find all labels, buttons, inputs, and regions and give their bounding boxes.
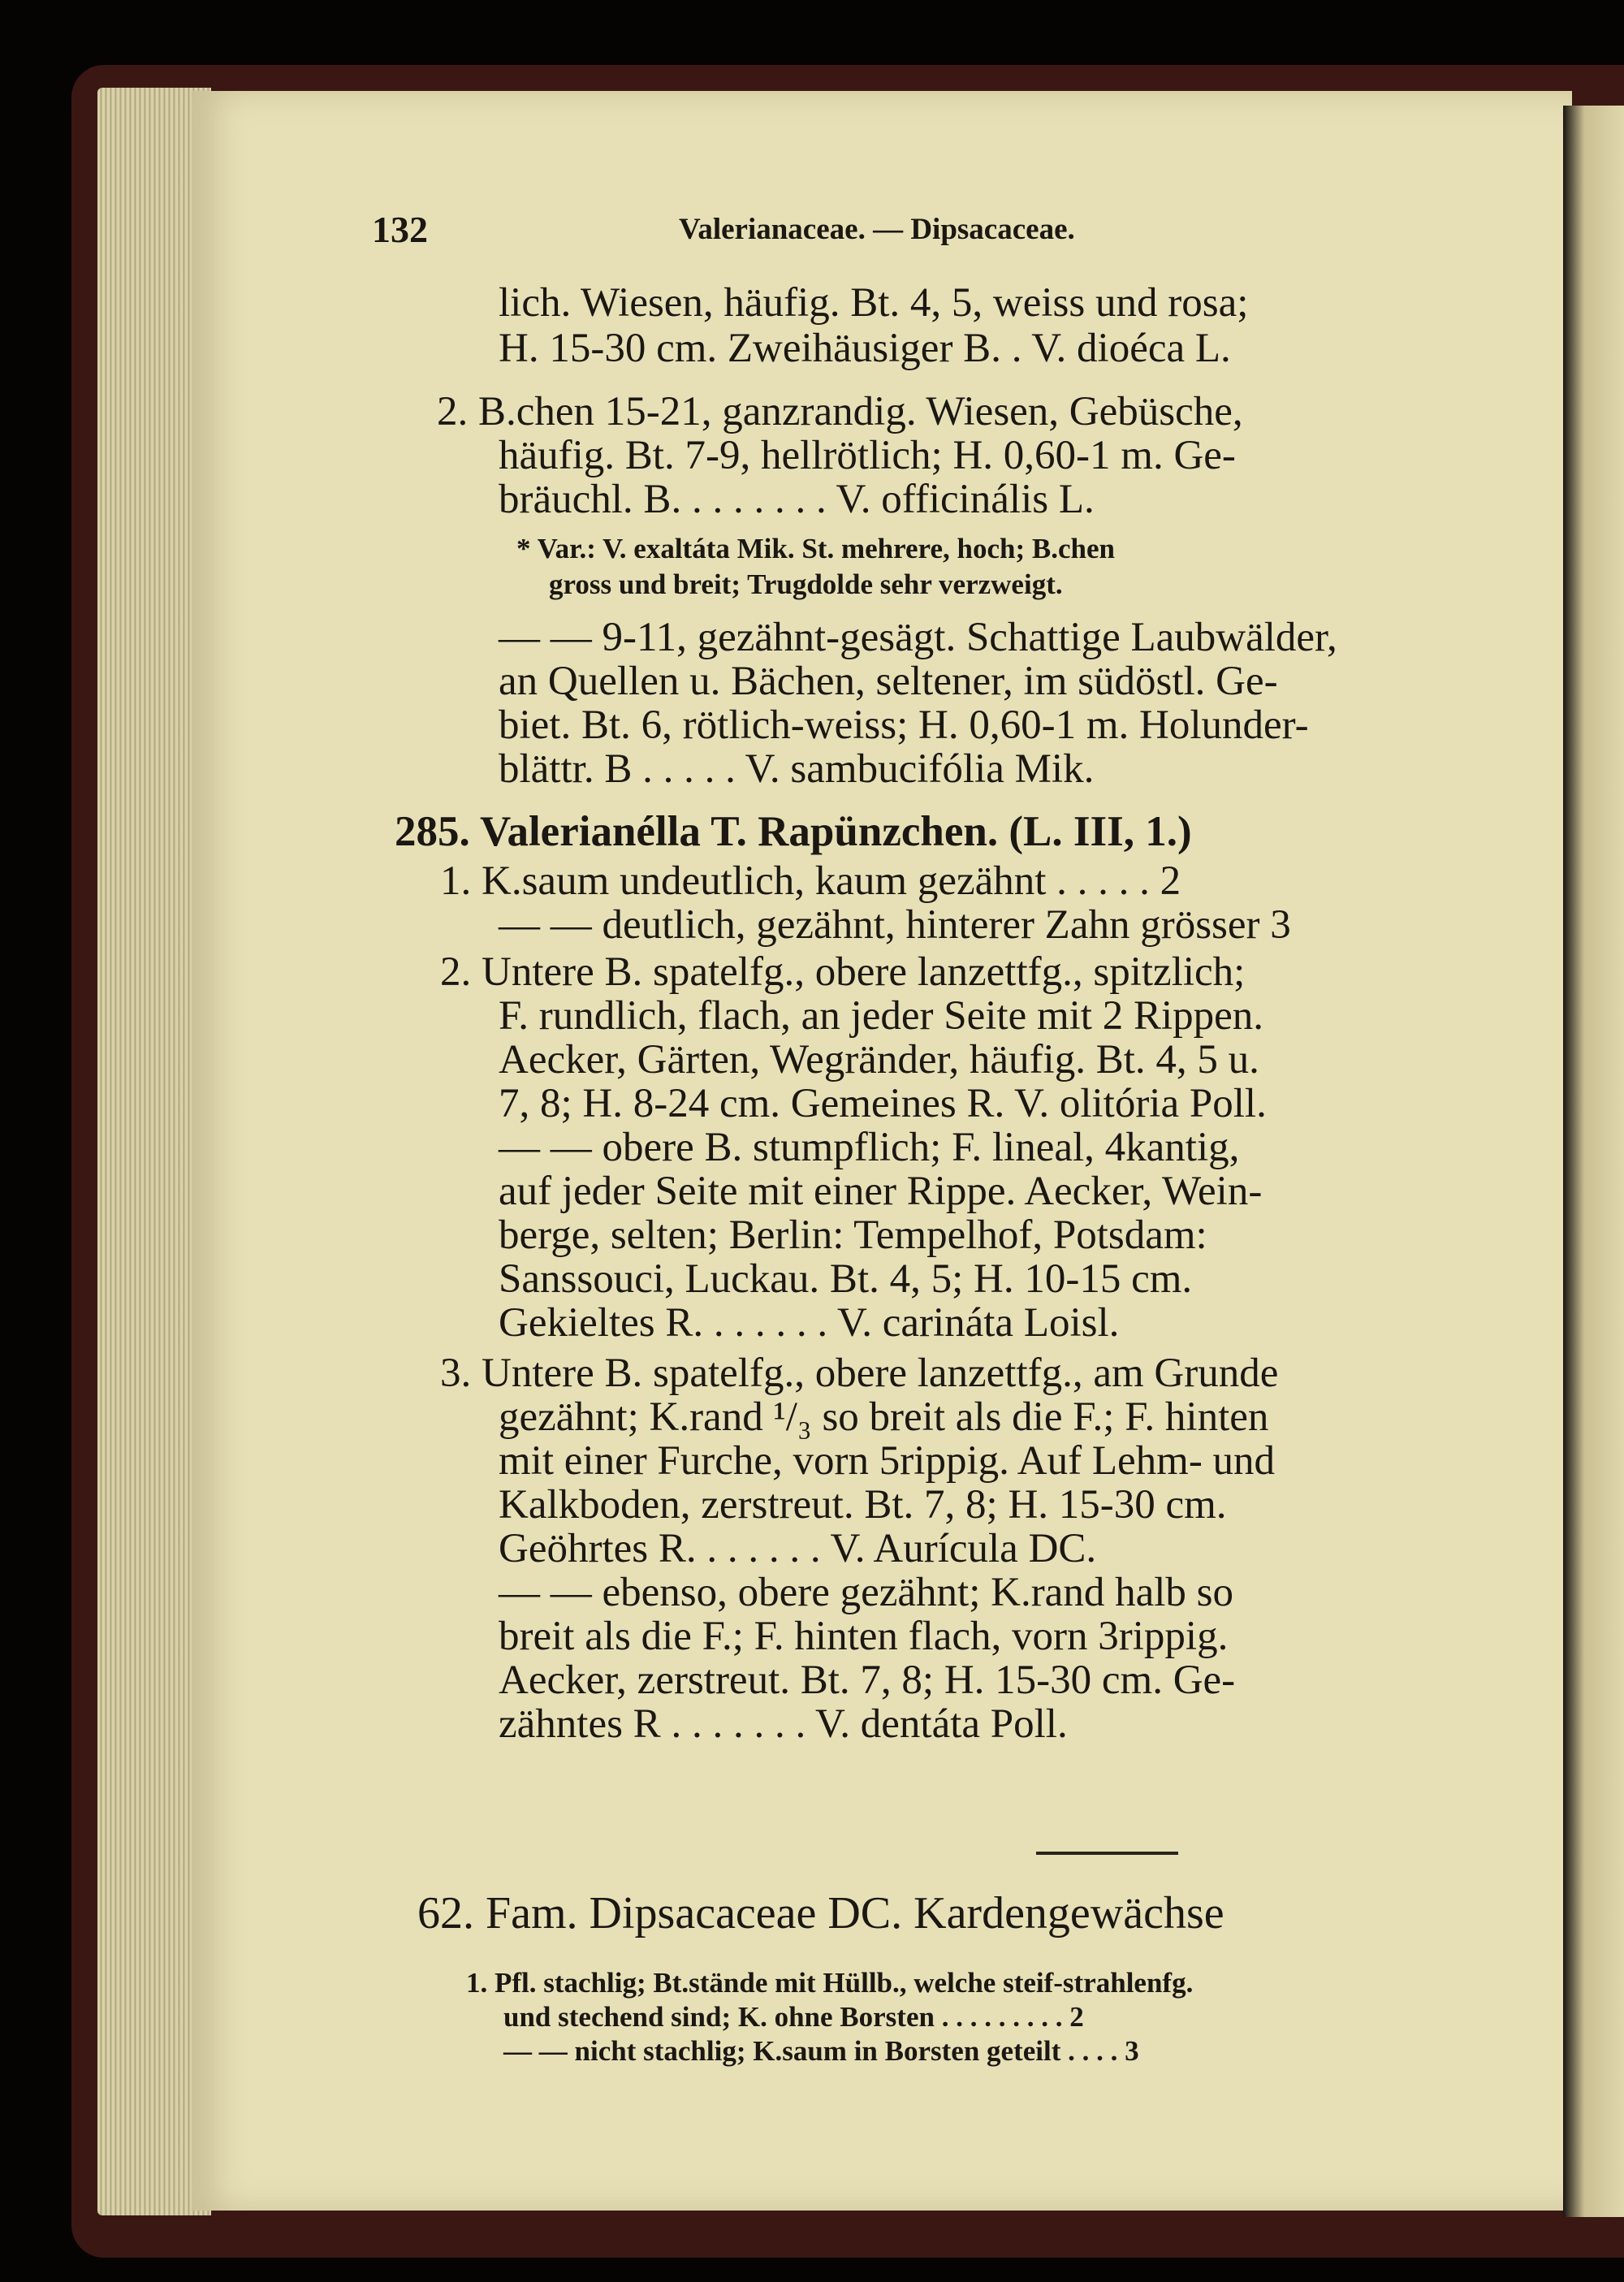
text-line: 2. B.chen 15-21, ganzrandig. Wiesen, Gebüsche, <box>437 389 1243 434</box>
text-line: breit als die F.; F. hinten flach, vorn 3rippig. <box>499 1614 1229 1659</box>
genus-heading: 285. Valerianélla T. Rapünzchen. (L. III, 1.) <box>395 808 1192 855</box>
text-line: Aecker, Gärten, Wegränder, häufig. Bt. 4, 5 u. <box>499 1037 1259 1083</box>
book-page <box>192 91 1572 2211</box>
text-line: blättr. B . . . . . V. sambucifólia Mik. <box>499 746 1095 792</box>
text-line: — — deutlich, gezähnt, hinterer Zahn grösser 3 <box>499 902 1291 948</box>
text-line: — — ebenso, obere gezähnt; K.rand halb so <box>499 1570 1233 1615</box>
text-line: 1. K.saum undeutlich, kaum gezähnt . . . . . 2 <box>440 858 1181 904</box>
text-line: und stechend sind; K. ohne Borsten . . . . . . . . . 2 <box>503 2001 1084 2033</box>
section-divider <box>1036 1852 1178 1855</box>
text-line: Aecker, zerstreut. Bt. 7, 8; H. 15-30 cm. Ge- <box>499 1657 1236 1703</box>
text-line: berge, selten; Berlin: Tempelhof, Potsdam: <box>499 1212 1207 1258</box>
text-line: 2. Untere B. spatelfg., obere lanzettfg., spitzlich; <box>440 949 1246 995</box>
text-line: häufig. Bt. 7-9, hellrötlich; H. 0,60-1 m. Ge- <box>499 433 1236 478</box>
text-line: — — 9-11, gezähnt-gesägt. Schattige Laubwälder, <box>499 615 1337 660</box>
text-line: bräuchl. B. . . . . . . . V. officinális L. <box>499 477 1095 522</box>
text-line: Sanssouci, Luckau. Bt. 4, 5; H. 10-15 cm. <box>499 1256 1193 1302</box>
text-line: H. 15-30 cm. Zweihäusiger B. . V. dioéca L. <box>499 326 1231 371</box>
text-line: auf jeder Seite mit einer Rippe. Aecker, Wein- <box>499 1169 1263 1214</box>
next-page-gutter <box>1563 106 1624 2217</box>
running-title: Valerianaceae. — Dipsacaceae. <box>679 213 1075 246</box>
text-line: F. rundlich, flach, an jeder Seite mit 2 Rippen. <box>499 993 1264 1039</box>
text-line: 1. Pfl. stachlig; Bt.stände mit Hüllb., welche steif-strahlenfg. <box>466 1967 1194 1999</box>
text-line: biet. Bt. 6, rötlich-weiss; H. 0,60-1 m. Holunder- <box>499 702 1309 748</box>
text-line: lich. Wiesen, häufig. Bt. 4, 5, weiss und rosa; <box>499 280 1249 326</box>
text-line: mit einer Furche, vorn 5rippig. Auf Lehm- und <box>499 1438 1276 1484</box>
variety-note: gross und breit; Trugdolde sehr verzweigt. <box>549 568 1063 600</box>
text-line: 7, 8; H. 8-24 cm. Gemeines R. V. olitória Poll. <box>499 1081 1267 1126</box>
variety-note: * Var.: V. exaltáta Mik. St. mehrere, hoch; B.chen <box>516 533 1115 564</box>
text-line: — — obere B. stumpflich; F. lineal, 4kantig, <box>499 1125 1240 1170</box>
text-line: 3. Untere B. spatelfg., obere lanzettfg., am Grunde <box>440 1351 1279 1396</box>
text-line: Kalkboden, zerstreut. Bt. 7, 8; H. 15-30 cm. <box>499 1482 1227 1528</box>
family-heading: 62. Fam. Dipsacaceae DC. Kardengewächse <box>417 1888 1224 1938</box>
text-line: Geöhrtes R. . . . . . . V. Aurícula DC. <box>499 1526 1097 1571</box>
text-line: — — nicht stachlig; K.saum in Borsten geteilt . . . . 3 <box>503 2035 1139 2067</box>
text-line: Gekieltes R. . . . . . . V. carináta Loisl. <box>499 1300 1120 1346</box>
page-number: 132 <box>372 209 428 250</box>
text-line: an Quellen u. Bächen, seltener, im südöstl. Ge- <box>499 659 1278 704</box>
text-line: zähntes R . . . . . . . V. dentáta Poll. <box>499 1701 1068 1747</box>
text-line: gezähnt; K.rand ¹/₃ so breit als die F.; F. hinten <box>499 1394 1269 1440</box>
